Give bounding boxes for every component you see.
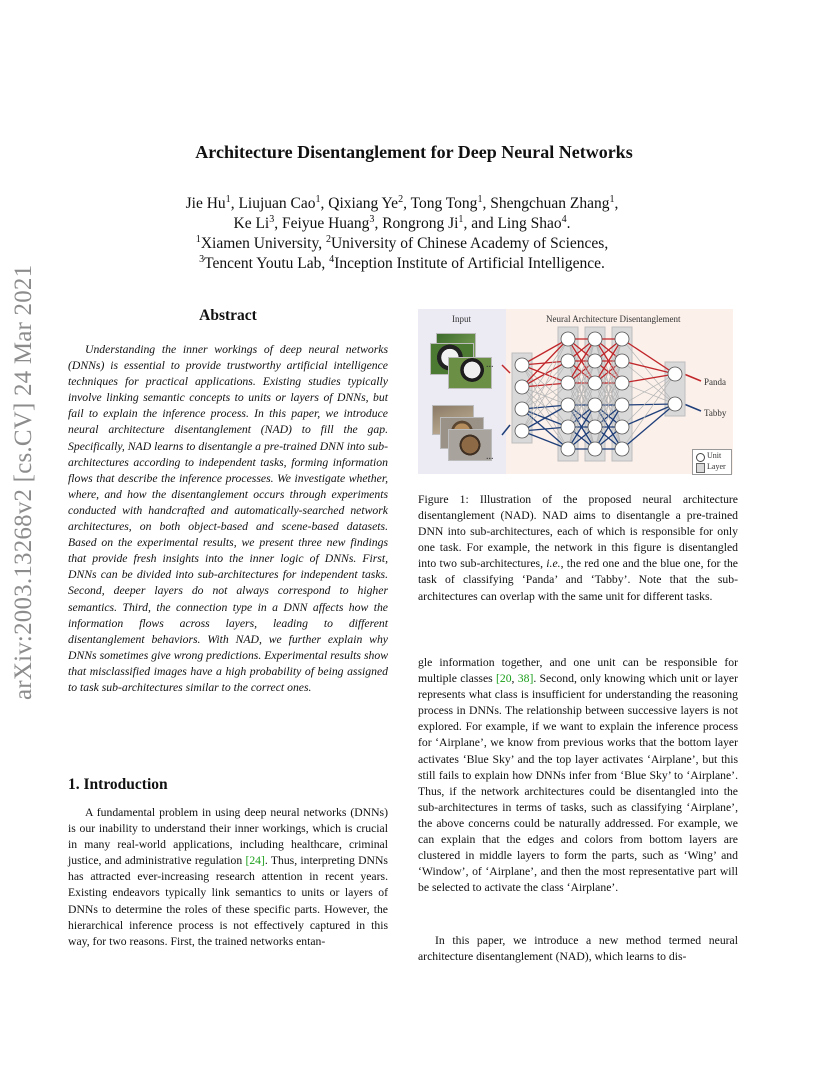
author-line-2: Ke Li$^3$, Feiyue Huang$^3$, Rongrong Ji$^1$, and Ling Shao$^4$. — [233, 213, 571, 232]
network-unit — [515, 380, 529, 394]
input-label: Input — [452, 314, 471, 324]
citation-link[interactable]: [24] — [245, 854, 265, 868]
unit-legend-icon — [696, 453, 705, 462]
more-images-dots: ... — [486, 359, 494, 370]
input-arrow — [502, 425, 510, 435]
network-unit — [588, 354, 602, 368]
network-unit — [561, 354, 575, 368]
introduction-text: A fundamental problem in using deep neural networks (DNNs) is our inability to understand their inner workings, which is crucial in many real-world applications, including healthcare, criminal justice, and administrative regulation [24]. Thus, interpreting DNNs has attracted ever-increasing research attention in recent years. Existing endeavors typically link semantics to units or layers of DNNs to determine the roles of these specific parts. However, the hierarchical inference process is not effectively captured in this way, for two reasons. First, the trained networks entan- — [68, 806, 388, 948]
network-unit — [588, 376, 602, 390]
layer-legend-icon — [696, 463, 705, 473]
abstract-heading: Abstract — [199, 307, 257, 324]
figure-legend — [692, 449, 732, 475]
legend-layer-label: Layer — [707, 462, 726, 471]
abstract-text: Understanding the inner workings of deep neural networks (DNNs) is essential to provide trustworthy artificial intelligence techniques for practical applications. Existing studies typically involve linking semantic concepts to units or layers of DNNs, but fail to explain the inference process. In this paper, we introduce neural architecture disentanglement (NAD) to fill the gap. Specifically, NAD learns to disentangle a pre-trained DNN into sub-architectures according to independent tasks, forming information flows that describe the inference processes. We investigate whether, where, and how the disentanglement occurs through experiments conducted with handcrafted and automatically-searched network architectures, on both object-based and scene-based datasets. Based on the experimental results, we present three new findings that provide fresh insights into the inner logic of DNNs. First, DNNs can be divided into sub-architectures for independent tasks. Second, deeper layers do not always correspond to higher semantics. Third, the connection type in a DNN affects how the information flows across layers, leading to different disentanglement behaviors. With NAD, we further explain why DNNs sometimes give wrong predictions. Experimental results show that misclassified images have a high probability of being assigned to task sub-architectures similar to the correct ones. — [68, 343, 388, 694]
network-unit — [615, 376, 629, 390]
author-line-1: Jie Hu$^1$, Liujuan Cao$^1$, Qixiang Ye$^2$, Tong Tong$^1$, Shengchuan Zhang$^1$, — [185, 193, 619, 212]
network-unit — [668, 367, 682, 381]
introduction-heading: 1. Introduction — [68, 776, 168, 793]
figure-1-caption: Figure 1: Illustration of the proposed neural architecture disentanglement (NAD). NAD aims to disentangle a pre-trained DNN into sub-architectures, each of which is responsible for only one task. For example, the network in this figure is disentangled into two sub-architectures, i.e., the red one and the blue one, for the task of classifying ‘Panda’ and ‘Tabby’. Note that the sub-architectures can overlap with the same unit for different tasks. — [418, 493, 738, 603]
network-unit — [515, 358, 529, 372]
nad-label: Neural Architecture Disentanglement — [546, 314, 681, 324]
network-unit — [561, 442, 575, 456]
citation-link[interactable]: [20 — [495, 672, 512, 686]
network-unit — [615, 398, 629, 412]
network-unit — [588, 332, 602, 346]
paper-title: Architecture Disentanglement for Deep Neural Networks — [195, 142, 633, 162]
input-arrow — [502, 365, 510, 373]
author-block — [0, 194, 804, 274]
tabby-output-label: Tabby — [704, 408, 727, 418]
legend-unit-label: Unit — [707, 451, 722, 460]
network-unit — [515, 424, 529, 438]
network-unit — [515, 402, 529, 416]
affiliation-line-1: $^1$Xiamen University, $^2$University of Chinese Academy of Sciences, — [195, 233, 609, 252]
right-column-text: gle information together, and one unit can be responsible for multiple classes [20, 38]. Second, only knowing which unit or layer represents what class is insufficient for understanding the reasoning process in DNNs. The relationship between successive layers is not explored. For example, if we want to explain the inference process for ‘Airplane’, we know from previous works that the bottom layer activates ‘Blue Sky’ and the top layer activates ‘Airplane’, but this still fails to explain how DNNs infer from ‘Blue Sky’ to ‘Airplane’. Thus, if the network architectures could be disentangled into the sub-architectures in terms of tasks, such as classifying ‘Airplane’, the above concerns could be naturally addressed. For example, we can explain that the edges and colors from bottom layers are clustered in middle layers to form the parts, such as ‘Wing’ and ‘Window’, of ‘Airplane’, and then the most representative part will be selected to activate the class ‘Airplane’. — [418, 656, 738, 895]
network-unit — [615, 354, 629, 368]
network-diagram — [418, 309, 733, 474]
network-unit — [668, 397, 682, 411]
panda-output-label: Panda — [704, 377, 726, 387]
network-unit — [561, 398, 575, 412]
figure-1 — [418, 309, 733, 474]
citation-link[interactable]: 38] — [517, 672, 534, 686]
right-column-paragraph-2: In this paper, we introduce a new method termed neural architecture disentanglement (NAD), which learns to dis- — [418, 934, 738, 964]
network-unit — [615, 332, 629, 346]
more-images-dots: ... — [486, 451, 494, 462]
network-unit — [588, 442, 602, 456]
network-unit — [588, 420, 602, 434]
network-unit — [561, 376, 575, 390]
output-arrow — [684, 374, 701, 381]
network-unit — [615, 420, 629, 434]
network-unit — [588, 398, 602, 412]
affiliation-line-2: $^3$Tencent Youtu Lab, $^4$Inception Institute of Artificial Intelligence. — [199, 253, 605, 272]
network-unit — [561, 332, 575, 346]
network-unit — [561, 420, 575, 434]
arxiv-identifier: arXiv:2003.13268v2 [cs.CV] 24 Mar 2021 — [10, 264, 37, 700]
output-arrow — [684, 404, 701, 411]
network-unit — [615, 442, 629, 456]
